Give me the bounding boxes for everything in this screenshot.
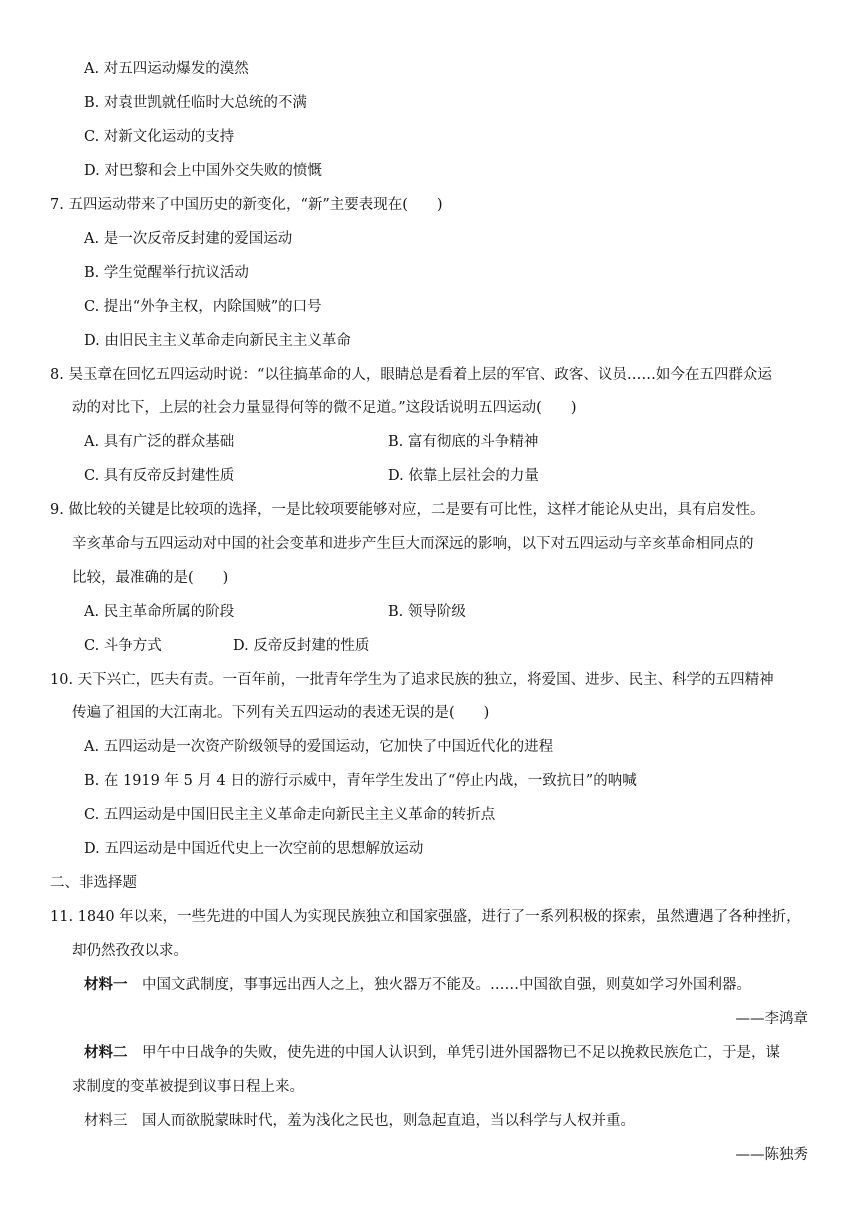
- material-1-text: 中国文武制度，事事远出西人之上，独火器万不能及。……中国欲自强，则莫如学习外国利器。: [127, 977, 751, 993]
- q10-stem-line2: 传遍了祖国的大江南北。下列有关五四运动的表述无误的是( ): [72, 705, 490, 721]
- q10-option-b: B. 在 1919 年 5 月 4 日的游行示威中，青年学生发出了“停止内战，一致抗日”的呐喊: [84, 773, 637, 789]
- q9-option-b: B. 领导阶级: [388, 604, 466, 620]
- q9-option-c: C. 斗争方式: [84, 638, 162, 654]
- q8-option-a: A. 具有广泛的群众基础: [84, 434, 235, 450]
- q9-stem-line2: 辛亥革命与五四运动对中国的社会变革和进步产生巨大而深远的影响，以下对五四运动与辛亥革命相同点的: [72, 536, 754, 552]
- q9-option-a: A. 民主革命所属的阶段: [84, 604, 235, 620]
- q10-option-a: A. 五四运动是一次资产阶级领导的爱国运动，它加快了中国近代化的进程: [84, 739, 554, 755]
- material-2-text-line2: 求制度的变革被提到议事日程上来。: [72, 1079, 304, 1095]
- material-2-text-line1: 甲午中日战争的失败，使先进的中国人认识到，单凭引进外国器物已不足以挽救民族危亡，于是，谋: [127, 1045, 780, 1061]
- material-1-label: 材料一: [84, 976, 128, 993]
- q7-option-d: D. 由旧民主主义革命走向新民主主义革命: [84, 333, 351, 349]
- q11-stem-line2: 却仍然孜孜以求。: [72, 943, 188, 959]
- q6-option-c: C. 对新文化运动的支持: [84, 129, 235, 145]
- q10-stem-line1: 10. 天下兴亡，匹夫有责。一百年前，一批青年学生为了追求民族的独立，将爱国、进步、民主、科学的五四精神: [50, 672, 774, 688]
- q8-option-b: B. 富有彻底的斗争精神: [388, 434, 539, 450]
- q6-option-d: D. 对巴黎和会上中国外交失败的愤慨: [84, 163, 322, 179]
- q6-option-a: A. 对五四运动爆发的漠然: [84, 61, 249, 77]
- q8-stem-line2: 动的对比下，上层的社会力量显得何等的微不足道。”这段话说明五四运动( ): [72, 400, 577, 416]
- q9-stem-line3: 比较，最准确的是( ): [72, 570, 229, 586]
- q8-option-d: D. 依靠上层社会的力量: [388, 468, 539, 484]
- material-1: [84, 975, 751, 995]
- q7-stem: 7. 五四运动带来了中国历史的新变化，“新”主要表现在( ): [50, 197, 443, 213]
- material-1-source: ——李鸿章: [735, 1011, 808, 1027]
- q8-stem-line1: 8. 吴玉章在回忆五四运动时说：“以往搞革命的人，眼睛总是看着上层的军官、政客、议员……如今在五四群众运: [50, 367, 772, 383]
- q10-option-c: C. 五四运动是中国旧民主主义革命走向新民主主义革命的转折点: [84, 807, 496, 823]
- q7-option-c: C. 提出“外争主权，内除国贼”的口号: [84, 299, 322, 315]
- q9-option-d: D. 反帝反封建的性质: [233, 638, 370, 654]
- q10-option-d: D. 五四运动是中国近代史上一次空前的思想解放运动: [84, 841, 424, 857]
- q7-option-b: B. 学生觉醒举行抗议活动: [84, 265, 249, 281]
- section-heading: 二、非选择题: [50, 875, 137, 891]
- q9-stem-line1: 9. 做比较的关键是比较项的选择，一是比较项要能够对应，二是要有可比性，这样才能论从史出，具有启发性。: [50, 502, 765, 518]
- q8-option-c: C. 具有反帝反封建性质: [84, 468, 235, 484]
- material-2-label: 材料二: [84, 1044, 128, 1061]
- material-3-source: ——陈独秀: [735, 1147, 808, 1163]
- q6-option-b: B. 对袁世凯就任临时大总统的不满: [84, 95, 307, 111]
- q7-option-a: A. 是一次反帝反封建的爱国运动: [84, 231, 293, 247]
- material-3: 材料三 国人而欲脱蒙昧时代，羞为浅化之民也，则急起直追，当以科学与人权并重。: [84, 1113, 635, 1129]
- q11-stem-line1: 11. 1840 年以来，一些先进的中国人为实现民族独立和国家强盛，进行了一系列积极的探索，虽然遭遇了各种挫折，: [50, 909, 801, 925]
- material-2: [84, 1043, 780, 1063]
